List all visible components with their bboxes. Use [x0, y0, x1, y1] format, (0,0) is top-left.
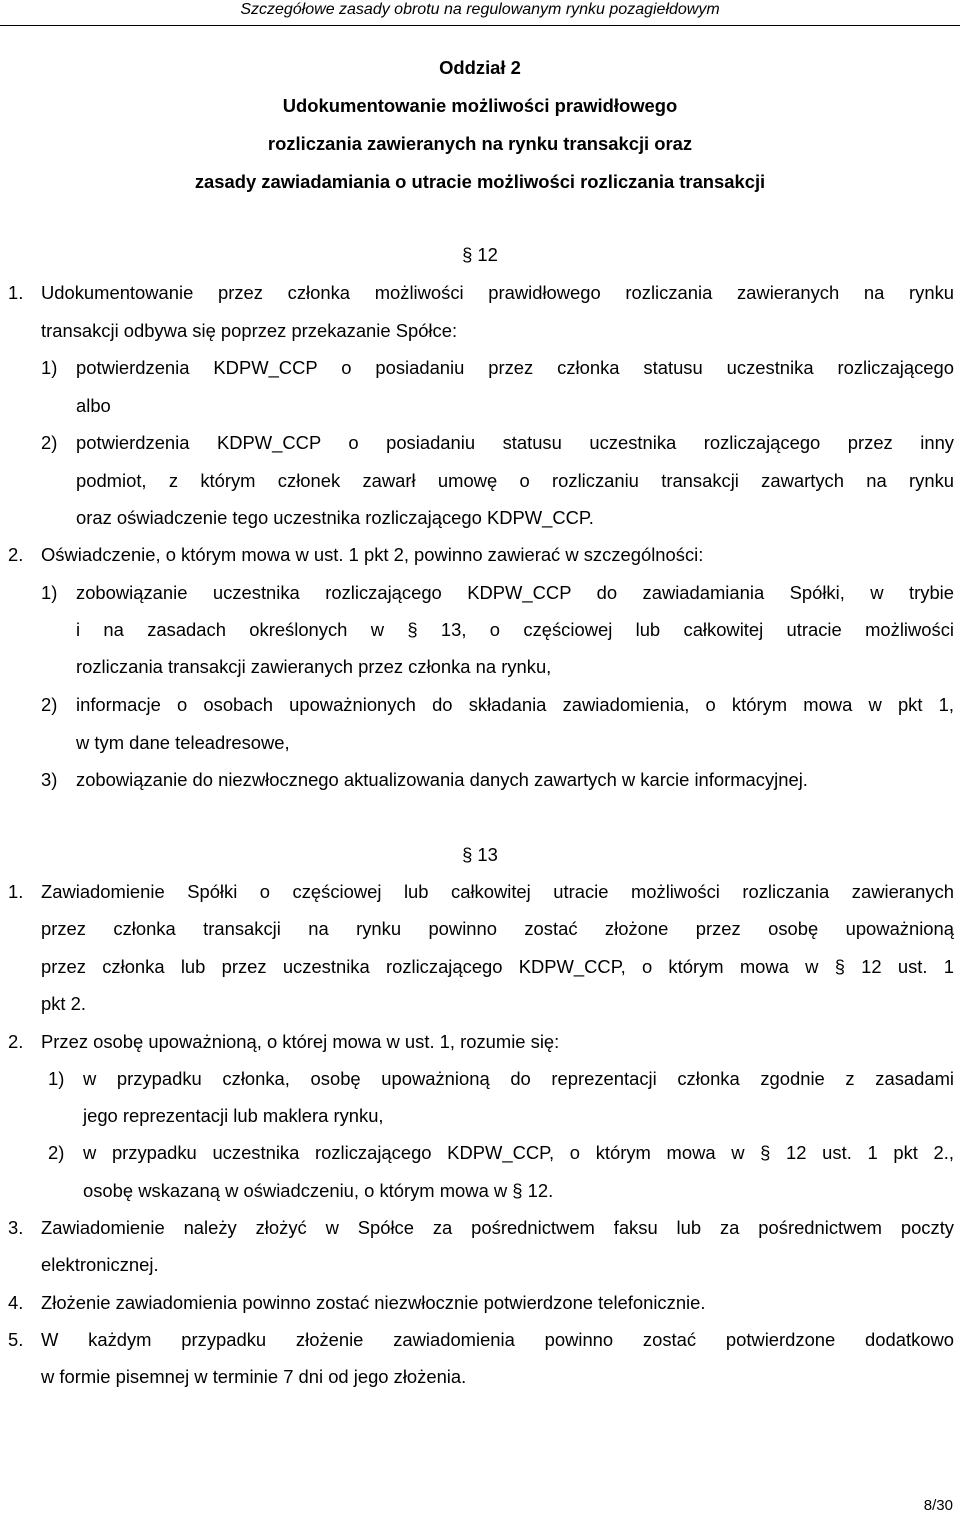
item-line: zobowiązanie uczestnika rozliczającego KDPW_CCP do zawiadamiania Spółki, w trybie	[76, 582, 954, 603]
header-rule	[0, 25, 960, 26]
para-line: transakcji odbywa się poprzez przekazanie Spółce:	[41, 320, 458, 341]
item-line: oraz oświadczenie tego uczestnika rozliczającego KDPW_CCP.	[76, 507, 594, 528]
page-number: 8/30	[923, 1497, 953, 1514]
para-line: Zawiadomienie należy złożyć w Spółce za pośrednictwem faksu lub za pośrednictwem poczty	[41, 1217, 954, 1238]
division-title-line: rozliczania zawieranych na rynku transakcji oraz	[267, 133, 693, 154]
para-number: 1.	[8, 881, 24, 902]
running-header: Szczegółowe zasady obrotu na regulowanym rynku pozagiełdowym	[240, 1, 720, 18]
para-number: 3.	[8, 1217, 24, 1238]
item-line: rozliczania transakcji zawieranych przez członka na rynku,	[76, 656, 552, 677]
para-line: Oświadczenie, o którym mowa w ust. 1 pkt 2, powinno zawierać w szczególności:	[41, 544, 704, 565]
para-line: Zawiadomienie Spółki o częściowej lub całkowitej utracie możliwości rozliczania zawieranych	[41, 881, 954, 902]
section-heading-13: § 13	[462, 844, 498, 865]
para-line: w formie pisemnej w terminie 7 dni od jego złożenia.	[41, 1366, 467, 1387]
para-number: 2.	[8, 1031, 24, 1052]
para-line: Złożenie zawiadomienia powinno zostać niezwłocznie potwierdzone telefonicznie.	[41, 1292, 706, 1313]
para-line: elektronicznej.	[41, 1254, 159, 1275]
para-line: przez członka transakcji na rynku powinno zostać złożone przez osobę upoważnioną	[41, 918, 954, 939]
item-line: podmiot, z którym członek zawarł umowę o rozliczaniu transakcji zawartych na rynku	[76, 470, 954, 491]
item-line: w przypadku członka, osobę upoważnioną do reprezentacji członka zgodnie z zasadami	[83, 1068, 954, 1089]
item-number: 1)	[41, 582, 58, 603]
item-line: i na zasadach określonych w § 13, o częściowej lub całkowitej utracie możliwości	[76, 619, 954, 640]
para-line: Przez osobę upoważnioną, o której mowa w ust. 1, rozumie się:	[41, 1031, 560, 1052]
para-number: 5.	[8, 1329, 24, 1350]
para-line: W każdym przypadku złożenie zawiadomienia powinno zostać potwierdzone dodatkowo	[41, 1329, 954, 1350]
item-number: 2)	[41, 432, 58, 453]
item-line: w tym dane teleadresowe,	[76, 732, 290, 753]
division-title-line: Udokumentowanie możliwości prawidłowego	[282, 95, 678, 116]
item-number: 2)	[41, 694, 58, 715]
para-line: pkt 2.	[41, 993, 86, 1014]
para-number: 1.	[8, 282, 24, 303]
item-number: 2)	[48, 1142, 65, 1163]
item-line: osobę wskazaną w oświadczeniu, o którym mowa w § 12.	[83, 1180, 554, 1201]
item-line: informacje o osobach upoważnionych do składania zawiadomienia, o którym mowa w pkt 1,	[76, 694, 954, 715]
item-number: 3)	[41, 769, 58, 790]
para-number: 2.	[8, 544, 24, 565]
item-number: 1)	[41, 357, 58, 378]
item-number: 1)	[48, 1068, 65, 1089]
section-heading-12: § 12	[462, 244, 498, 265]
para-line: przez członka lub przez uczestnika rozliczającego KDPW_CCP, o którym mowa w § 12 ust. 1	[41, 956, 954, 977]
para-line: Udokumentowanie przez członka możliwości prawidłowego rozliczania zawieranych na rynku	[41, 282, 954, 303]
para-number: 4.	[8, 1292, 24, 1313]
item-line: albo	[76, 395, 111, 416]
item-line: zobowiązanie do niezwłocznego aktualizowania danych zawartych w karcie informacyjnej.	[76, 769, 808, 790]
item-line: w przypadku uczestnika rozliczającego KDPW_CCP, o którym mowa w § 12 ust. 1 pkt 2.,	[83, 1142, 954, 1163]
item-line: jego reprezentacji lub maklera rynku,	[83, 1105, 384, 1126]
division-title-line: zasady zawiadamiania o utracie możliwości rozliczania transakcji	[194, 171, 766, 192]
item-line: potwierdzenia KDPW_CCP o posiadaniu przez członka statusu uczestnika rozliczającego	[76, 357, 954, 378]
division-title: Oddział 2	[439, 57, 521, 78]
item-line: potwierdzenia KDPW_CCP o posiadaniu statusu uczestnika rozliczającego przez inny	[76, 432, 954, 453]
